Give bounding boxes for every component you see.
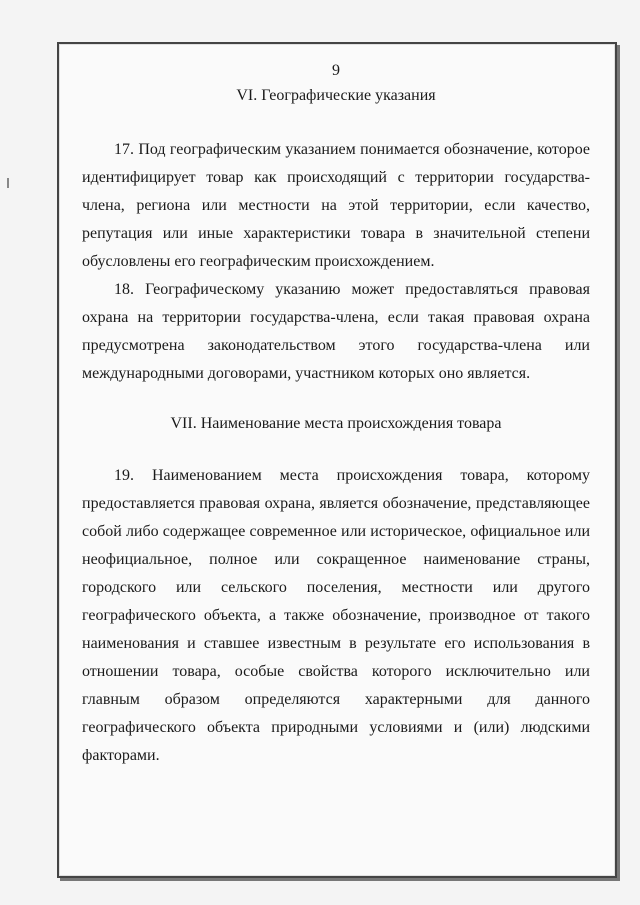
page-content bbox=[82, 60, 590, 770]
page-number: 9 bbox=[332, 62, 340, 79]
section-6-heading: VI. Географические указания bbox=[236, 87, 436, 104]
paragraph-18: 18. Географическому указанию может предоставляться правовая охрана на территории государства-члена, если такая правовая охрана предусмотрена законодательством этого государства-члена или международными договорами, участником которых оно является. bbox=[82, 281, 590, 382]
scan-artifact bbox=[7, 178, 9, 188]
section-7-heading: VII. Наименование места происхождения товара bbox=[170, 415, 502, 432]
paragraph-17: 17. Под географическим указанием понимается обозначение, которое идентифицирует товар как происходящий с территории государства-члена, региона или местности на этой территории, если качество, репутация или иные характеристики товара в значительной степени обусловлены его географическим происхождением. bbox=[82, 141, 590, 270]
paragraph-19: 19. Наименованием места происхождения товара, которому предоставляется правовая охрана, является обозначение, представляющее собой либо содержащее современное или историческое, официальное или неофициальное, полное или сокращенное наименование страны, городского или сельского поселения, местности или другого географического объекта, а также обозначение, производное от такого наименования и ставшее известным в результате его использования в отношении товара, особые свойства которого исключительно или главным образом определяются характерными для данного географического объекта природными условиями и (или) людскими факторами. bbox=[82, 467, 590, 764]
